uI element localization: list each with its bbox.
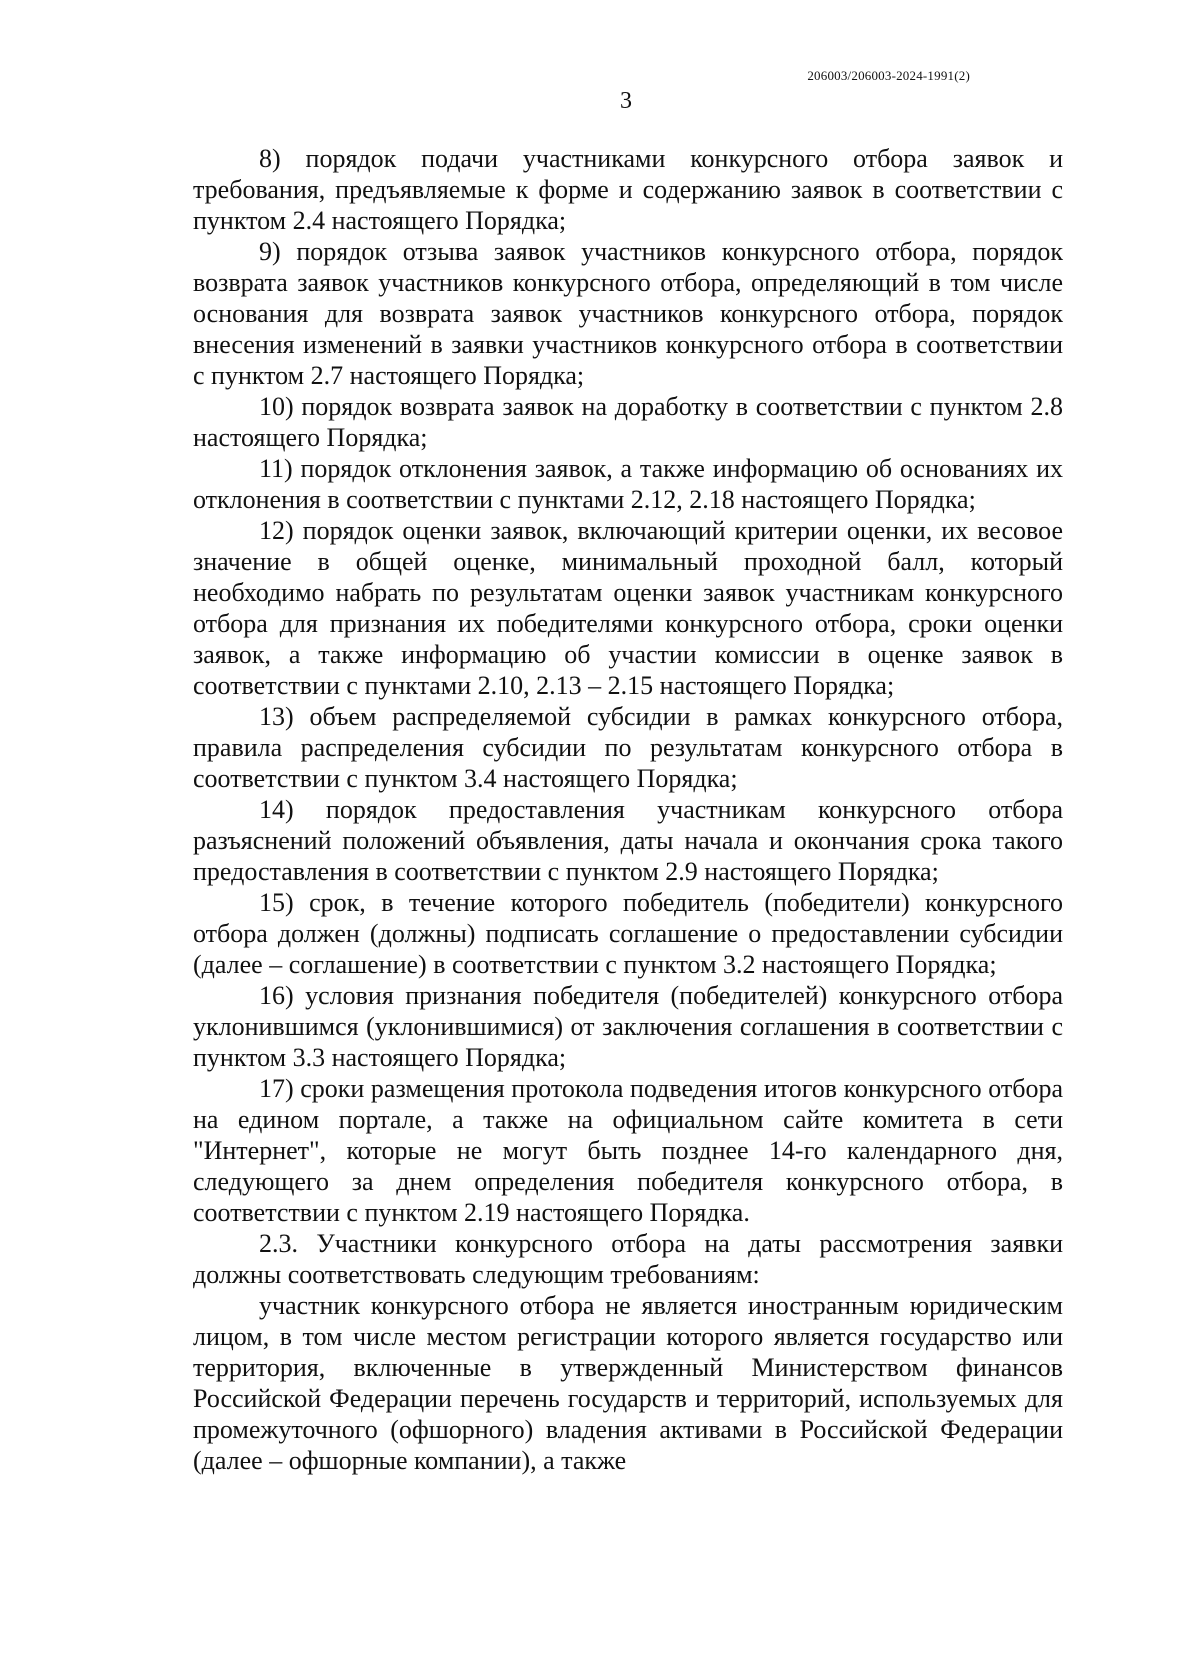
paragraph-item-9: 9) порядок отзыва заявок участников конкурсного отбора, порядок возврата заявок участников конкурсного отбора, определяющий в том числе основания для возврата заявок участников конкурсного отбора, порядок внесения изменений в заявки участников конкурсного отбора в соответствии с пунктом 2.7 настоящего Порядка;	[193, 237, 1063, 390]
paragraph-item-10: 10) порядок возврата заявок на доработку в соответствии с пунктом 2.8 настоящего Порядка;	[193, 392, 1063, 452]
paragraph-requirement: участник конкурсного отбора не является иностранным юридическим лицом, в том числе местом регистрации которого является государство или территория, включенные в утвержденный Министерством финансов Российской Федерации перечень государств и территорий, используемых для промежуточного (офшорного) владения активами в Российской Федерации (далее – офшорные компании), а также	[193, 1291, 1063, 1475]
paragraph-item-12: 12) порядок оценки заявок, включающий критерии оценки, их весовое значение в общей оценке, минимальный проходной балл, который необходимо набрать по результатам оценки заявок участникам конкурсного отбора для признания их победителями конкурсного отбора, сроки оценки заявок, а также информацию об участии комиссии в оценке заявок в соответствии с пунктами 2.10, 2.13 – 2.15 настоящего Порядка;	[193, 516, 1063, 700]
paragraph-section-2-3: 2.3. Участники конкурсного отбора на даты рассмотрения заявки должны соответствовать следующим требованиям:	[193, 1229, 1063, 1289]
paragraph-item-17: 17) сроки размещения протокола подведения итогов конкурсного отбора на едином портале, а также на официальном сайте комитета в сети "Интернет", которые не могут быть позднее 14-го календарного дня, следующего за днем определения победителя конкурсного отбора, в соответствии с пунктом 2.19 настоящего Порядка.	[193, 1074, 1063, 1227]
document-code: 206003/206003-2024-1991(2)	[807, 68, 970, 83]
paragraph-item-8: 8) порядок подачи участниками конкурсного отбора заявок и требования, предъявляемые к форме и содержанию заявок в соответствии с пунктом 2.4 настоящего Порядка;	[193, 144, 1063, 235]
paragraph-item-11: 11) порядок отклонения заявок, а также информацию об основаниях их отклонения в соответствии с пунктами 2.12, 2.18 настоящего Порядка;	[193, 454, 1063, 514]
paragraph-item-13: 13) объем распределяемой субсидии в рамках конкурсного отбора, правила распределения субсидии по результатам конкурсного отбора в соответствии с пунктом 3.4 настоящего Порядка;	[193, 702, 1063, 793]
paragraph-item-14: 14) порядок предоставления участникам конкурсного отбора разъяснений положений объявления, даты начала и окончания срока такого предоставления в соответствии с пунктом 2.9 настоящего Порядка;	[193, 795, 1063, 886]
document-body	[193, 143, 1063, 1476]
paragraph-item-15: 15) срок, в течение которого победитель (победители) конкурсного отбора должен (должны) подписать соглашение о предоставлении субсидии (далее – соглашение) в соответствии с пунктом 3.2 настоящего Порядка;	[193, 888, 1063, 979]
paragraph-item-16: 16) условия признания победителя (победителей) конкурсного отбора уклонившимся (уклонившимися) от заключения соглашения в соответствии с пунктом 3.3 настоящего Порядка;	[193, 981, 1063, 1072]
page-number: 3	[620, 88, 632, 114]
